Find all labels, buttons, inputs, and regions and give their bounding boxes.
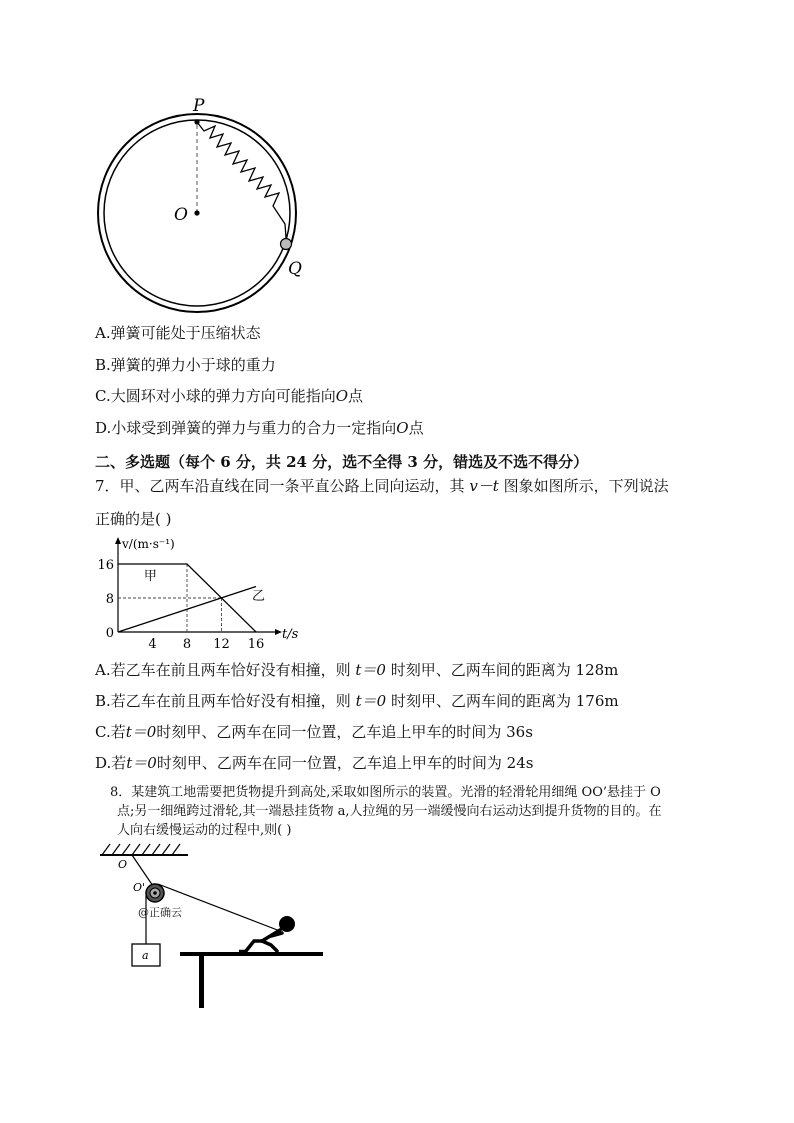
- x-tick-4: 16: [247, 637, 265, 648]
- q6-option-a: A.弹簧可能处于压缩状态: [95, 324, 261, 342]
- q7-option-d: D.若t＝0时刻甲、乙两车在同一位置，乙车追上甲车的时间为 24s: [95, 754, 534, 772]
- vt-chart: [96, 536, 316, 648]
- x-tick-1: 4: [148, 637, 157, 648]
- q8-stem-line1: 8．某建筑工地需要把货物提升到高处,采取如图所示的装置。光滑的轻滑轮用细绳 OO’悬挂于 O: [110, 785, 661, 800]
- q7-option-b: B.若乙车在前且两车恰好没有相撞，则 t＝0 时刻甲、乙两车间的距离为 176m: [95, 692, 619, 710]
- y-tick-2: 16: [97, 558, 114, 573]
- spring: [197, 122, 286, 238]
- q6-option-b: B.弹簧的弹力小于球的重力: [95, 356, 276, 374]
- x-axis-arrow: [275, 629, 282, 635]
- x-tick-3: 12: [213, 637, 230, 648]
- y-tick-1: 8: [105, 592, 114, 607]
- svg-text:O': O': [133, 881, 146, 894]
- series-label-0: 甲: [143, 569, 157, 584]
- center-point-o: [194, 210, 199, 215]
- q7-option-c: C.若t＝0时刻甲、乙两车在同一位置，乙车追上甲车的时间为 36s: [95, 723, 533, 741]
- y-tick-0: 0: [105, 626, 114, 641]
- y-axis-arrow: [115, 537, 121, 544]
- q7-option-a: A.若乙车在前且两车恰好没有相撞，则 t＝0 时刻甲、乙两车间的距离为 128m: [95, 661, 619, 679]
- label-o: O: [174, 205, 188, 225]
- y-axis-label: v/(m·s⁻¹): [122, 537, 175, 551]
- q8-stem-line3: 人向右缓慢运动的过程中,则( ): [117, 823, 292, 838]
- q8-stem-line2: 点;另一细绳跨过滑轮,其一端悬挂货物 a,人拉绳的另一端缓慢向右运动达到提升货物的目的。在: [117, 804, 662, 819]
- small-ball-q: [281, 239, 292, 250]
- pulley-figure: [96, 838, 336, 1013]
- svg-text:a: a: [142, 949, 149, 962]
- svg-text:O: O: [118, 858, 128, 871]
- x-tick-2: 8: [182, 637, 192, 648]
- series-label-1: 乙: [252, 589, 266, 604]
- x-axis-label: t/s: [282, 627, 299, 642]
- label-q: Q: [288, 259, 302, 279]
- q6-option-d: D.小球受到弹簧的弹力与重力的合力一定指向O点: [95, 419, 424, 437]
- ring-spring-figure: [90, 94, 310, 319]
- section-heading: 二、多选题（每个 6 分，共 24 分，选不全得 3 分，错选及不选不得分）: [95, 453, 589, 471]
- q7-stem-line1: 7．甲、乙两车沿直线在同一条平直公路上同向运动，其 v－t 图象如图所示，下列说法: [95, 477, 669, 495]
- label-p: P: [193, 96, 205, 116]
- watermark: @正确云: [138, 906, 182, 919]
- q7-stem-line2: 正确的是( ): [95, 510, 172, 528]
- q6-option-c: C.大圆环对小球的弹力方向可能指向O点: [95, 387, 364, 405]
